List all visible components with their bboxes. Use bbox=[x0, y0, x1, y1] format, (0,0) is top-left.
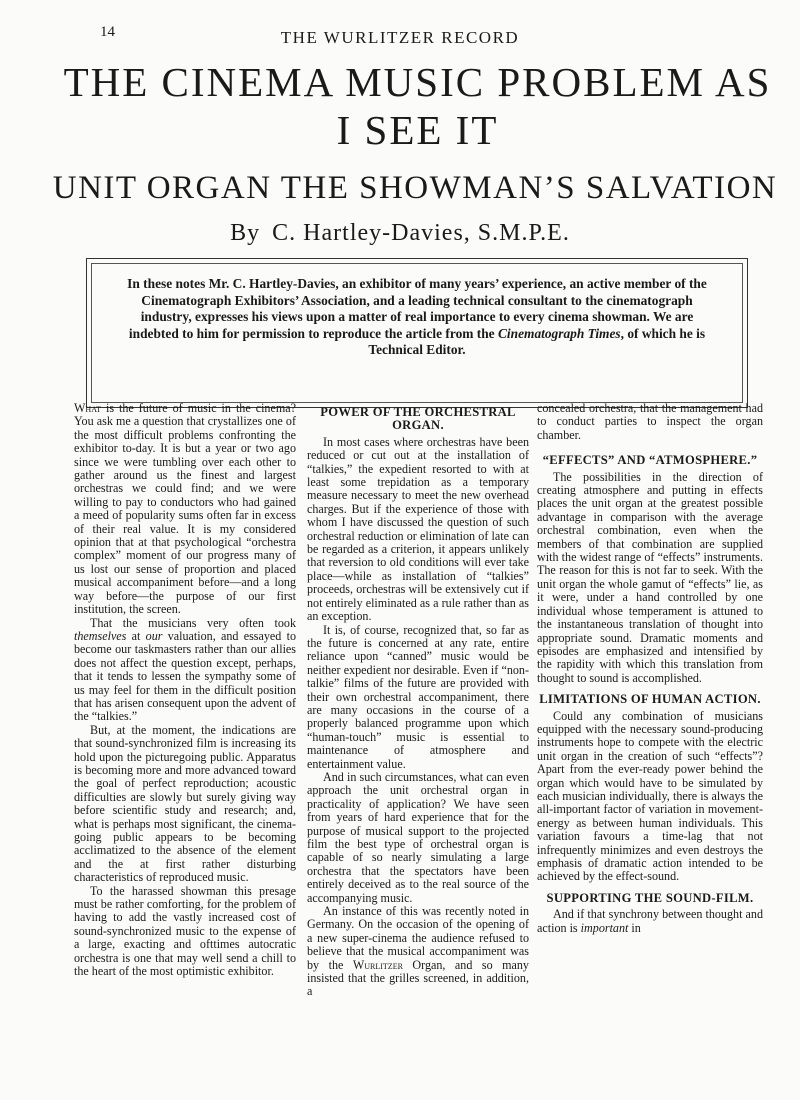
paragraph-text: at bbox=[126, 628, 146, 643]
emphasis: important bbox=[580, 920, 629, 935]
column-3 bbox=[537, 402, 763, 935]
opening-words: What bbox=[74, 401, 101, 415]
paragraph-text: in bbox=[628, 920, 641, 935]
paragraph-text: An instance of this was recently noted in Germany. On the occasion of the opening of a new super-cinema the audience refused to believe that the musical accompaniment was by the bbox=[307, 904, 529, 972]
wurlitzer-name: Wurlitzer bbox=[352, 957, 403, 972]
section-heading: SUPPORTING THE SOUND-FILM. bbox=[546, 890, 754, 905]
paragraph-text: valuation, and essayed to become our taskmasters rather than our allies does not affect the question except, perhaps, that it tends to lessen the sympathy some of us may feel for them in the difficult position that has arisen consequent upon the advent of the “talkies.” bbox=[74, 628, 296, 724]
intro-box bbox=[86, 258, 748, 408]
paragraph bbox=[74, 402, 296, 617]
paragraph bbox=[74, 617, 296, 724]
page-number: 14 bbox=[100, 24, 115, 40]
section-heading: “EFFECTS” AND “ATMOSPHERE.” bbox=[542, 453, 758, 468]
paragraph bbox=[307, 905, 529, 999]
intro-text-part: In these notes Mr. C. Hartley-Davies, an exhibitor of many years’ experience, an active member of the Cinematograph Exhibitors’ Association, and a leading technical consultant to the cinematograph industry, expresses his views upon a matter of real importance to every cinema showman. We are indebted to him for permission to reproduce the article from the bbox=[127, 276, 707, 341]
paragraph-text: That the musicians very often took bbox=[90, 615, 296, 630]
paragraph-text: is the future of music in the cinema? You ask me a question that crystallizes one of the most difficult problems confronting the exhibitor to-day. It is but a year or two ago since we were tumbling over each other to gather around us the finest and largest orchestras we could find; and we were willing to pay to conductors who had gained a meed of popularity sums often far in excess of their real value. It is my considered opinion that at that psychological “orchestra complex” moment of our progress many of us lost our sense of proportion and placed musical accompaniment before—and a long way before—the purpose of our first institution, the screen. bbox=[74, 401, 296, 617]
intro-text bbox=[117, 276, 717, 359]
emphasis: themselves bbox=[74, 628, 127, 643]
paragraph-text: Organ, and so many insisted that the grilles screened, in addition, a bbox=[307, 957, 529, 999]
paragraph: And in such circumstances, what can even approach the unit orchestral organ in practicality of application? We have seen from years of hard experience that for the purpose of musical support to the projected film the best type of orchestral organ is capable of so nearly simulating a large orchestra that the spectators have been entirely deceived as to the real source of the accompanying music. bbox=[307, 769, 529, 905]
paragraph: concealed orchestra, that the management had to conduct parties to inspect the organ chamber. bbox=[537, 401, 763, 442]
paragraph: It is, of course, recognized that, so far as the future is concerned at any rate, entire reliance upon “canned” music would be neither expedient nor desirable. Even if “non-talkie” films of the future are provided with their own orchestral accompaniment, there are many occasions in the course of a properly balanced programme upon which “human-touch” music is essential to maintenance of atmosphere and entertainment value. bbox=[307, 622, 529, 771]
article-title: THE CINEMA MUSIC PROBLEM AS I SEE IT bbox=[63, 59, 772, 153]
article-subtitle: UNIT ORGAN THE SHOWMAN’S SALVATION bbox=[52, 170, 778, 206]
paragraph: But, at the moment, the indications are that sound-synchronized film is increasing its hold upon the picturegoing public. Apparatus is becoming more and more advanced toward the goal of perfect reproduction; acoustic difficulties are slowly but surely giving way before scientific study and research; and, what is perhaps most significant, the cinema-going public appears to be becoming acclimatized to the absence of the element and the at first rather disturbing characteristics of reproduced music. bbox=[74, 722, 296, 885]
paragraph: To the harassed showman this presage must be rather comforting, for the problem of having to add the vastly increased cost of sound-synchronized music to the expense of a large, exacting and ofttimes autocratic orchestra is one that may well send a chill to the heart of the most optimistic exhibitor. bbox=[74, 883, 296, 979]
paragraph: The possibilities in the direction of creating atmosphere and putting in effects places the unit organ at the greatest possible advantage in comparison with the average orchestral combination, even when the members of that combination are supplied with the widest range of “effects” instruments. The reason for this is not far to seek. With the unit organ the whole gamut of “effects” lie, as it were, under a hand controlled by one individual whose temperament is attuned to the instantaneous translation of thought into appropriate sound. Dramatic moments and episodes are emphasized and intensified by the rapidity with which this translation from thought to sound is accomplished. bbox=[537, 469, 763, 685]
section-heading: POWER OF THE ORCHESTRAL ORGAN. bbox=[320, 405, 516, 433]
column-1 bbox=[74, 402, 296, 978]
section-heading: LIMITATIONS OF HUMAN ACTION. bbox=[539, 692, 761, 707]
paragraph: Could any combination of musicians equipped with the necessary sound-producing instruments hope to compete with the electric unit organ in the creation of such “effects”? Apart from the ever-ready power behind the organ which would have to be simulated by each musician individually, there is always the all-important factor of variation in movement-energy as between human individuals. This variation favours a time-lag that not infrequently minimizes and even destroys the emphasis of dramatic action intended to be achieved by the effect-sound. bbox=[537, 708, 763, 884]
running-head: THE WURLITZER RECORD bbox=[280, 28, 520, 47]
paragraph bbox=[537, 908, 763, 935]
paragraph-text: And if that synchrony between thought and action is bbox=[537, 907, 763, 935]
intro-publication: Cinematograph Times bbox=[497, 325, 621, 341]
byline-author: C. Hartley-Davies, S.M.P.E. bbox=[272, 220, 570, 246]
column-2 bbox=[307, 402, 529, 999]
byline bbox=[0, 220, 800, 247]
paragraph: In most cases where orchestras have been reduced or cut out at the installation of “talkies,” the expedient resorted to with at least some trepidation as a temporary measure necessary to meet the new overhead charges. But if the experience of those with whom I have discussed the question of such orchestral reduction or elimination of late can be regarded as a criterion, it appears unlikely that reversion to old conditions will ever take place—while as installation of “talkies” proceeds, orchestras will be extensively cut if not entirely eliminated as a rule rather than as an exception. bbox=[307, 434, 529, 624]
intro-text-part: , of which he is Technical Editor. bbox=[368, 325, 706, 358]
emphasis: our bbox=[145, 628, 163, 643]
byline-by: By bbox=[230, 220, 261, 246]
